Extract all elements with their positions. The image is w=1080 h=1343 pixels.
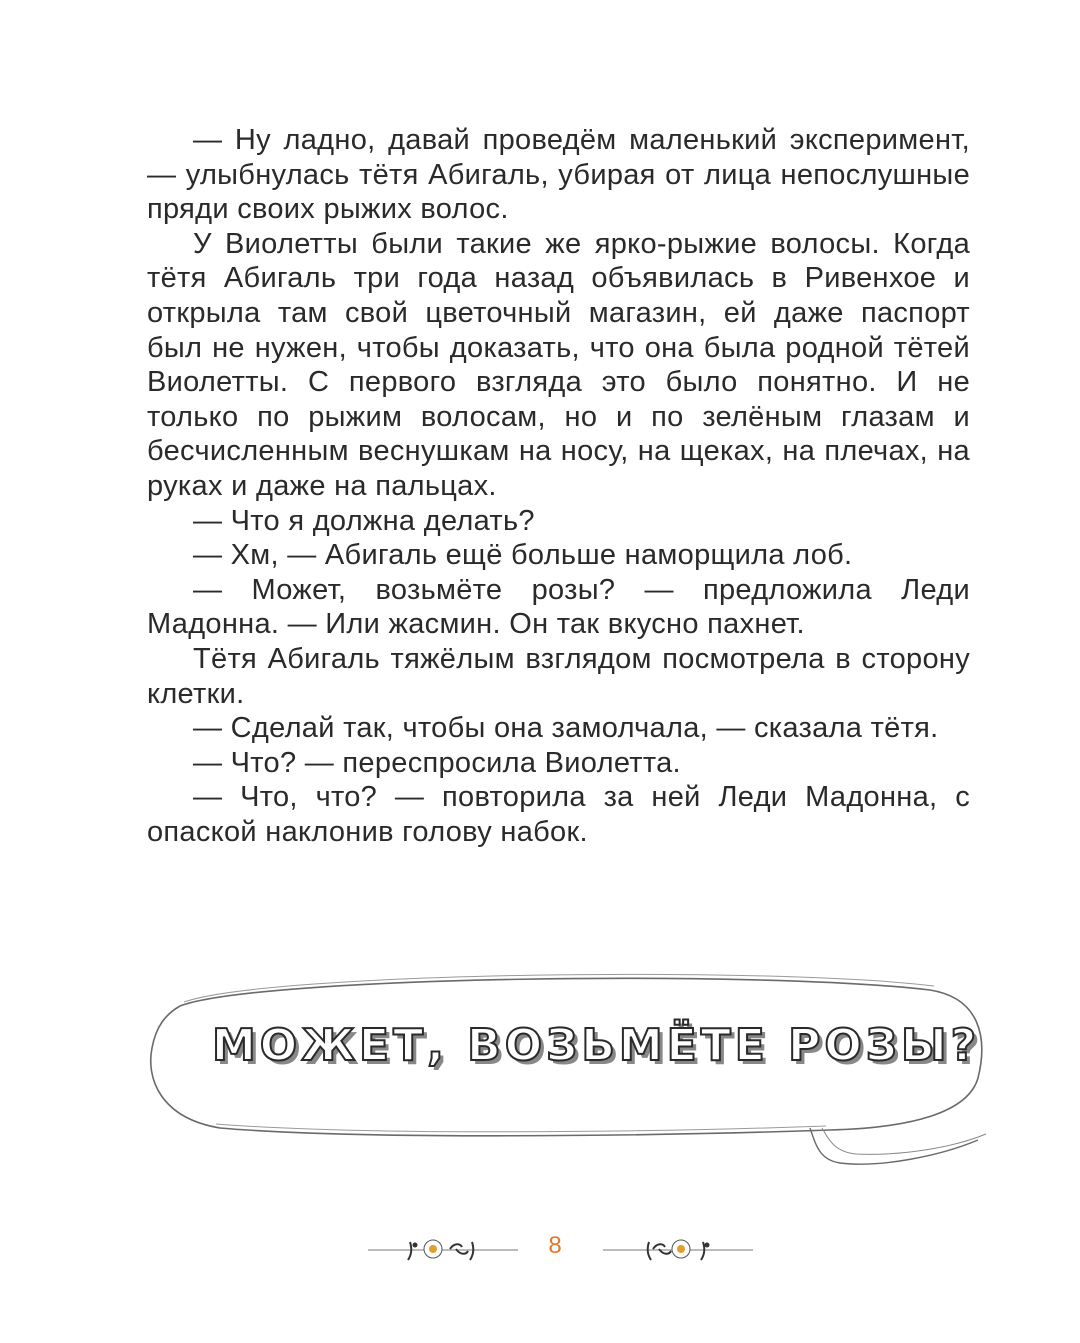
body-text	[147, 123, 970, 849]
paragraph: — Что, что? — повторила за ней Леди Мадонна, с опаской наклонив голову набок.	[147, 781, 970, 848]
paragraph: — Ну ладно, давай проведём маленький эксперимент, — улыбнулась тётя Абигаль, убирая от лица непослушные пряди своих рыжих волос.	[147, 124, 970, 226]
speech-bubble-outline	[140, 968, 990, 1178]
paragraph: — Хм, — Абигаль ещё больше наморщила лоб.	[193, 539, 853, 572]
daisy-ornament-icon	[603, 1232, 753, 1264]
page-footer	[0, 1228, 1080, 1268]
page-number: 8	[548, 1232, 562, 1259]
paragraph: Тётя Абигаль тяжёлым взглядом посмотрела в сторону клетки.	[147, 642, 970, 710]
paragraph: — Что? — переспросила Виолетта.	[193, 746, 681, 779]
speech-bubble-illustration	[140, 968, 990, 1178]
speech-bubble-text: МОЖЕТ, ВОЗЬМЁТЕ РОЗЫ?	[212, 1020, 981, 1071]
paragraph: — Что я должна делать?	[193, 504, 535, 537]
paragraph: У Виолетты были такие же ярко-рыжие волосы. Когда тётя Абигаль три года назад объявилась в Ривенхое и открыла там свой цветочный магазин, ей даже паспорт был не нужен, чтобы доказать, что она была родной тётей Виолетты. С первого взгляда это было понятно. И не только по рыжим волосам, но и по зелёным глазам и бесчисленным веснушкам на носу, на щеках, на плечах, на руках и даже на пальцах.	[147, 227, 970, 502]
daisy-ornament-icon	[368, 1232, 518, 1264]
paragraph: — Сделай так, чтобы она замолчала, — сказала тётя.	[193, 712, 939, 745]
paragraph: — Может, возьмёте розы? — предложила Леди Мадонна. — Или жасмин. Он так вкусно пахнет.	[147, 573, 970, 641]
